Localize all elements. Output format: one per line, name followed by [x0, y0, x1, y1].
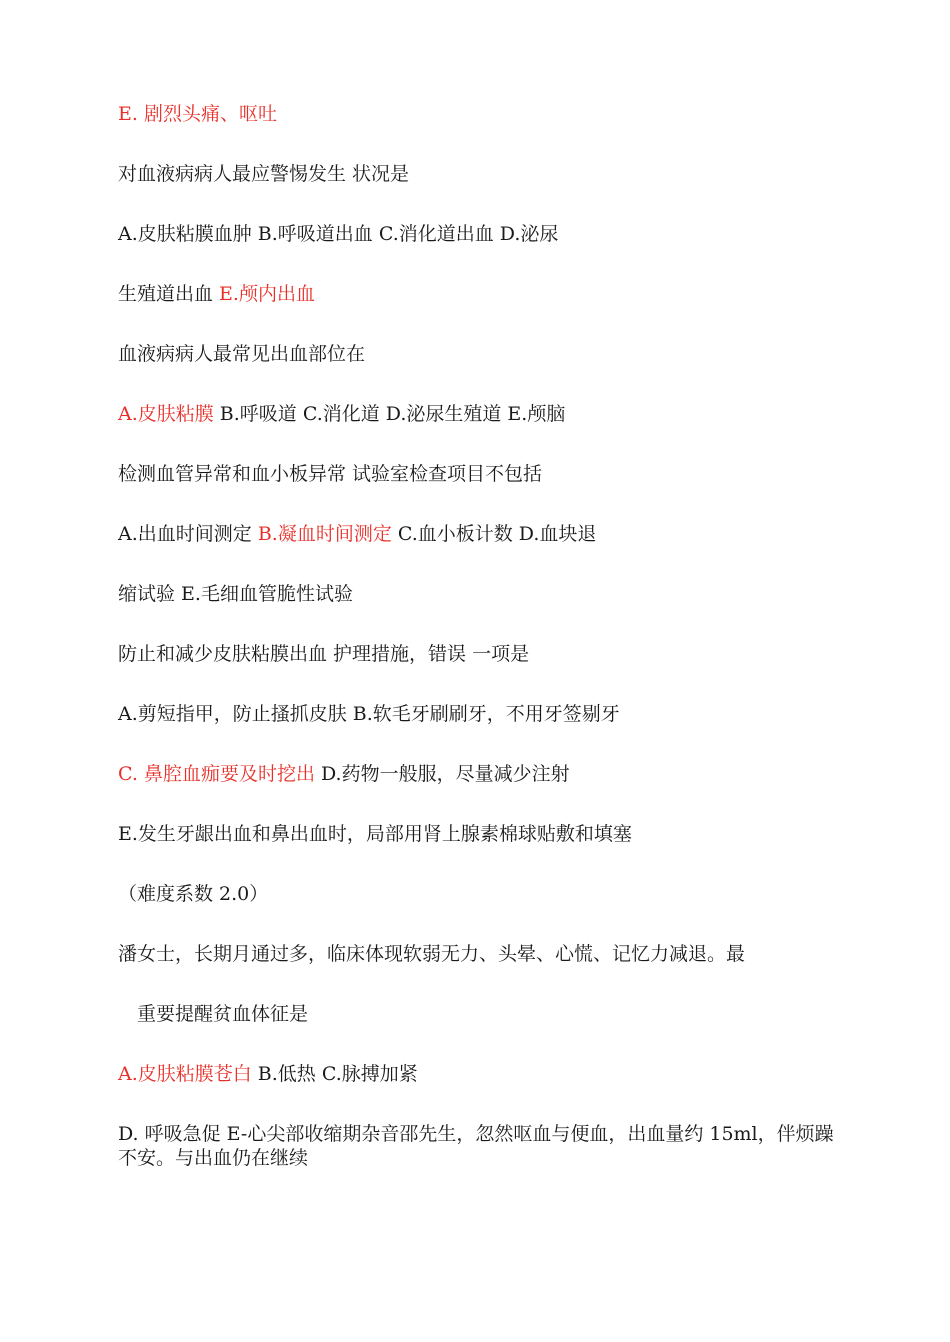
options-line — [118, 582, 353, 606]
options-line — [118, 1062, 418, 1086]
options-line — [118, 222, 558, 246]
answer-text: B.凝血时间测定 — [257, 523, 392, 545]
question-line — [118, 942, 745, 966]
options-text: A.出血时间测定 — [118, 523, 258, 545]
question-line — [118, 1002, 308, 1026]
question-text: 防止和减少皮肤粘膜出血 护理措施，错误 一项是 — [118, 643, 530, 665]
options-text: D. 呼吸急促 E-心尖部收缩期杂音邵先生，忽然呕血与便血，出血量约 15ml，伴烦躁不安。与出血仍在继续 — [118, 1123, 834, 1169]
options-line — [118, 762, 570, 786]
options-text: B.低热 C.脉搏加紧 — [251, 1063, 418, 1085]
question-text: 潘女士，长期月通过多，临床体现软弱无力、头晕、心慌、记忆力减退。最 — [118, 943, 746, 965]
answer-text: E. 剧烈头痛、呕吐 — [118, 103, 277, 125]
question-text: 血液病病人最常见出血部位在 — [118, 343, 366, 365]
options-text: D.药物一般服，尽量减少注射 — [314, 763, 570, 785]
options-text: A.皮肤粘膜血肿 B.呼吸道出血 C.消化道出血 D.泌尿 — [118, 223, 559, 245]
options-text: A.剪短指甲，防止搔抓皮肤 B.软毛牙刷刷牙，不用牙签剔牙 — [118, 703, 620, 725]
options-text: 缩试验 E.毛细血管脆性试验 — [118, 583, 353, 605]
options-text: E.发生牙龈出血和鼻出血时，局部用肾上腺素棉球贴敷和填塞 — [118, 823, 632, 845]
question-line — [118, 342, 365, 366]
question-text: 检测血管异常和血小板异常 试验室检查项目不包括 — [118, 463, 543, 485]
options-text: 生殖道出血 — [118, 283, 220, 305]
text-line — [118, 102, 277, 126]
question-line — [118, 462, 542, 486]
options-line — [118, 282, 315, 306]
options-line — [118, 522, 596, 546]
options-line — [118, 402, 565, 426]
options-text: B.呼吸道 C.消化道 D.泌尿生殖道 E.颅脑 — [213, 403, 566, 425]
options-line — [118, 822, 632, 846]
options-line — [118, 702, 620, 726]
answer-text: E.颅内出血 — [219, 283, 315, 305]
options-line — [118, 1122, 838, 1170]
options-text: C.血小板计数 D.血块退 — [391, 523, 597, 545]
difficulty-line — [118, 882, 268, 906]
difficulty-text: （难度系数 2.0） — [118, 883, 269, 905]
question-text: 重要提醒贫血体征是 — [118, 1003, 309, 1025]
answer-text: A.皮肤粘膜 — [118, 403, 214, 425]
question-line — [118, 642, 529, 666]
answer-text: C. 鼻腔血痂要及时挖出 — [118, 763, 315, 785]
question-text: 对血液病病人最应警惕发生 状况是 — [118, 163, 410, 185]
answer-text: A.皮肤粘膜苍白 — [118, 1063, 252, 1085]
question-line — [118, 162, 409, 186]
